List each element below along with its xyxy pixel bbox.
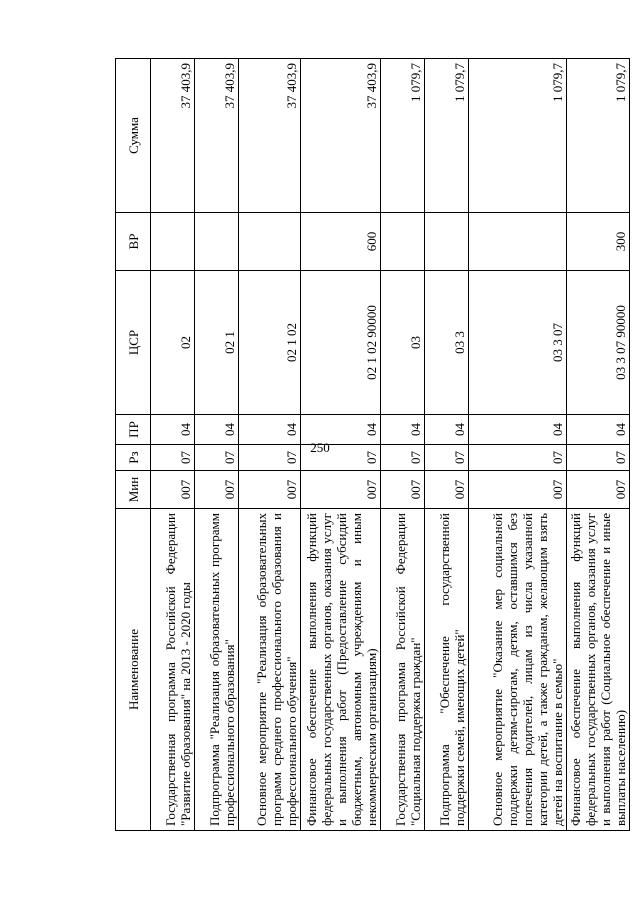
row-vr: [195, 213, 239, 271]
table-row: [195, 59, 239, 831]
row-sum: 1 079,7: [469, 59, 567, 213]
page-number: 250: [310, 440, 330, 455]
row-sum: 37 403,9: [301, 59, 381, 213]
row-pr: 04: [567, 415, 630, 445]
row-sum: 1 079,7: [425, 59, 469, 213]
row-sum: 37 403,9: [151, 59, 195, 213]
row-csr: 02 1 02: [239, 271, 301, 415]
table-row: [469, 59, 567, 831]
table-row: [567, 59, 630, 831]
header-name: Наименование: [116, 509, 151, 831]
row-csr: 03 3 07: [469, 271, 567, 415]
row-rz: 07: [151, 445, 195, 471]
table-row: [381, 59, 425, 831]
row-csr: 02: [151, 271, 195, 415]
row-name: Государственная программа Российской Федерации "Развитие образования" на 2013 - 2020 годы: [151, 509, 195, 831]
row-name: Основное мероприятие "Реализация образовательных программ среднего профессионального образования и профессионального обучения": [239, 509, 301, 831]
row-rz: 07: [425, 445, 469, 471]
row-name: Финансовое обеспечение выполнения функций федеральных государственных органов, оказания услуг и выполнения работ (Социальное обеспечение и иные выплаты населению): [567, 509, 630, 831]
row-name: Государственная программа Российской Федерации "Социальная поддержка граждан": [381, 509, 425, 831]
row-csr: 02 1: [195, 271, 239, 415]
row-vr: 300: [567, 213, 630, 271]
row-rz: 07: [381, 445, 425, 471]
row-min: 007: [381, 471, 425, 509]
header-rz: Рз: [116, 445, 151, 471]
row-sum: 1 079,7: [381, 59, 425, 213]
header-pr: ПР: [116, 415, 151, 445]
row-min: 007: [425, 471, 469, 509]
row-vr: [239, 213, 301, 271]
row-min: 007: [567, 471, 630, 509]
table-header-row: [116, 59, 151, 831]
rotated-table-container: [115, 59, 628, 831]
row-name: Основное мероприятие "Оказание мер социальной поддержки детям-сиротам, детям, оставшимся без попечения родителей, лицам из числа указанной категории детей, а также гражданам, желающим взять детей на воспитание в семью": [469, 509, 567, 831]
row-name: Финансовое обеспечение выполнения функций федеральных государственных органов, оказания услуг и выполнения работ (Предоставление субсидий бюджетным, автономным учреждениям и иным некоммерческим организациям): [301, 509, 381, 831]
row-rz: 07: [301, 445, 381, 471]
row-min: 007: [239, 471, 301, 509]
table-row: [239, 59, 301, 831]
row-vr: 600: [301, 213, 381, 271]
row-pr: 04: [469, 415, 567, 445]
row-min: 007: [195, 471, 239, 509]
row-csr: 03 3: [425, 271, 469, 415]
row-csr: 02 1 02 90000: [301, 271, 381, 415]
row-name: Подпрограмма "Обеспечение государственной поддержки семей, имеющих детей": [425, 509, 469, 831]
row-min: 007: [151, 471, 195, 509]
row-name: Подпрограмма "Реализация образовательных программ профессионального образования": [195, 509, 239, 831]
row-sum: 37 403,9: [239, 59, 301, 213]
row-pr: 04: [301, 415, 381, 445]
row-vr: [469, 213, 567, 271]
row-rz: 07: [567, 445, 630, 471]
row-min: 007: [469, 471, 567, 509]
row-vr: [151, 213, 195, 271]
row-vr: [381, 213, 425, 271]
row-pr: 04: [239, 415, 301, 445]
row-sum: 1 079,7: [567, 59, 630, 213]
row-pr: 04: [425, 415, 469, 445]
row-rz: 07: [239, 445, 301, 471]
row-pr: 04: [195, 415, 239, 445]
row-csr: 03 3 07 90000: [567, 271, 630, 415]
table-row: [425, 59, 469, 831]
row-vr: [425, 213, 469, 271]
row-rz: 07: [469, 445, 567, 471]
row-sum: 37 403,9: [195, 59, 239, 213]
budget-table: [115, 58, 630, 831]
header-csr: ЦСР: [116, 271, 151, 415]
header-vr: ВР: [116, 213, 151, 271]
table-row: [151, 59, 195, 831]
table-row: [301, 59, 381, 831]
header-sum: Сумма: [116, 59, 151, 213]
row-min: 007: [301, 471, 381, 509]
row-pr: 04: [151, 415, 195, 445]
row-rz: 07: [195, 445, 239, 471]
row-pr: 04: [381, 415, 425, 445]
header-min: Мин: [116, 471, 151, 509]
row-csr: 03: [381, 271, 425, 415]
